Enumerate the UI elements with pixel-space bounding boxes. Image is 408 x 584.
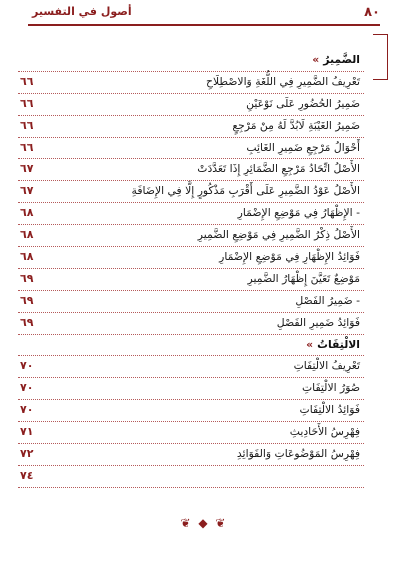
toc-entry-title: تَعْرِيفُ الالْتِفَاتِ [293,359,360,373]
header-divider [28,24,380,26]
toc-entry-title: فَوَائِدُ ضَمِيرِ الفَصْلِ [276,315,360,329]
toc-entry [18,181,364,203]
toc-entry-page: ٧٠ [20,403,34,417]
toc-entry [18,247,364,269]
toc-entry [18,422,364,444]
toc-entry [18,72,364,94]
toc-entry-page: ٦٨ [20,228,34,242]
toc-entry-page: ٦٩ [20,293,34,307]
toc-entry [18,116,364,138]
toc-entry-title: الالْتِفَاتُ » [306,337,360,353]
toc-entry-page: ٧٢ [20,447,34,461]
page-header [0,0,408,30]
table-of-contents [18,50,364,488]
toc-entry [18,444,364,466]
toc-entry [18,378,364,400]
toc-entry [18,138,364,160]
page-number: ٨٠ [364,5,380,20]
toc-entry-page: ٦٦ [20,140,34,154]
toc-entry-title: أَحْوَالُ مَرْجِعِ ضَمِيرِ الغَائِبِ [246,140,360,154]
toc-entry-title: ضَمِيرُ الغَيْبَةِ لَابُدَّ لَهُ مِنْ مَرْجِعٍ [232,118,360,132]
toc-entry-page: ٦٦ [20,118,34,132]
toc-entry-page: ٦٧ [20,162,34,176]
toc-entry-title: ضَمِيرُ الحُضُورِ عَلَى نَوْعَيْنِ [246,96,360,110]
toc-entry [18,94,364,116]
toc-entry [18,356,364,378]
toc-entry-page: ٦٨ [20,206,34,220]
toc-entry [18,400,364,422]
toc-entry-title: - الإِظْهَارُ فِي مَوْضِعِ الإِضْمَارِ [237,206,360,220]
toc-entry [18,203,364,225]
toc-entry-title: فِهْرِسُ المَوْضُوعَاتِ وَالفَوَائِدِ [236,447,360,461]
toc-entry [18,466,364,488]
toc-entry-title: مَوْضِعٌ تَعَيَّنَ إِظْهَارُ الضَّمِيرِ [247,271,360,285]
toc-entry-title: فَوَائِدُ الإِظْهَارِ فِي مَوْضِعِ الإِضْمَارِ [219,250,360,264]
toc-entry-title: - ضَمِيرُ الفَصْلِ [295,293,360,307]
toc-entry [18,225,364,247]
toc-entry-page: ٦٦ [20,96,34,110]
toc-entry [18,159,364,181]
toc-entry [18,313,364,335]
toc-entry-title: الأَصْلُ اتِّحَادُ مَرْجِعِ الضَّمَائِرِ إِذَا تَعَدَّدَتْ [197,162,360,176]
toc-entry-title: فِهْرِسُ الأَحَادِيثِ [289,425,360,439]
toc-entry-page: ٧١ [20,425,34,439]
toc-entry-title: صُوَرُ الالْتِفَاتِ [301,381,360,395]
toc-entry-title: الأَصْلُ ذِكْرُ الضَّمِيرِ فِي مَوْضِعِ الضَّمِيرِ [197,228,360,242]
toc-entry-page: ٧٠ [20,359,34,373]
toc-entry [18,291,364,313]
toc-entry-title: الضَّمِيرُ » [312,52,360,68]
toc-entry-title: فَوَائِدُ الالْتِفَاتِ [299,403,360,417]
toc-entry-page: ٦٩ [20,271,34,285]
toc-entry-page: ٦٨ [20,250,34,264]
toc-entry-page: ٦٩ [20,315,34,329]
toc-entry [18,50,364,72]
footer-ornament: ❦ ◆ ❦ [180,516,228,530]
corner-ornament [373,34,388,80]
toc-entry [18,335,364,357]
toc-entry [18,269,364,291]
toc-entry-page: ٧٤ [20,468,34,482]
book-title: أصول في التفسير [32,5,132,18]
toc-entry-title: تَعْرِيفُ الضَّمِيرِ فِي اللُّغَةِ وَالاصْطِلَاحِ [205,74,360,88]
toc-entry-page: ٧٠ [20,381,34,395]
toc-entry-title: الأَصْلُ عَوْدُ الضَّمِيرِ عَلَى أَقْرَبِ مَذْكُورٍ إِلَّا فِي الإِضَافَةِ [131,184,360,198]
toc-entry-page: ٦٧ [20,184,34,198]
toc-entry-page: ٦٦ [20,74,34,88]
